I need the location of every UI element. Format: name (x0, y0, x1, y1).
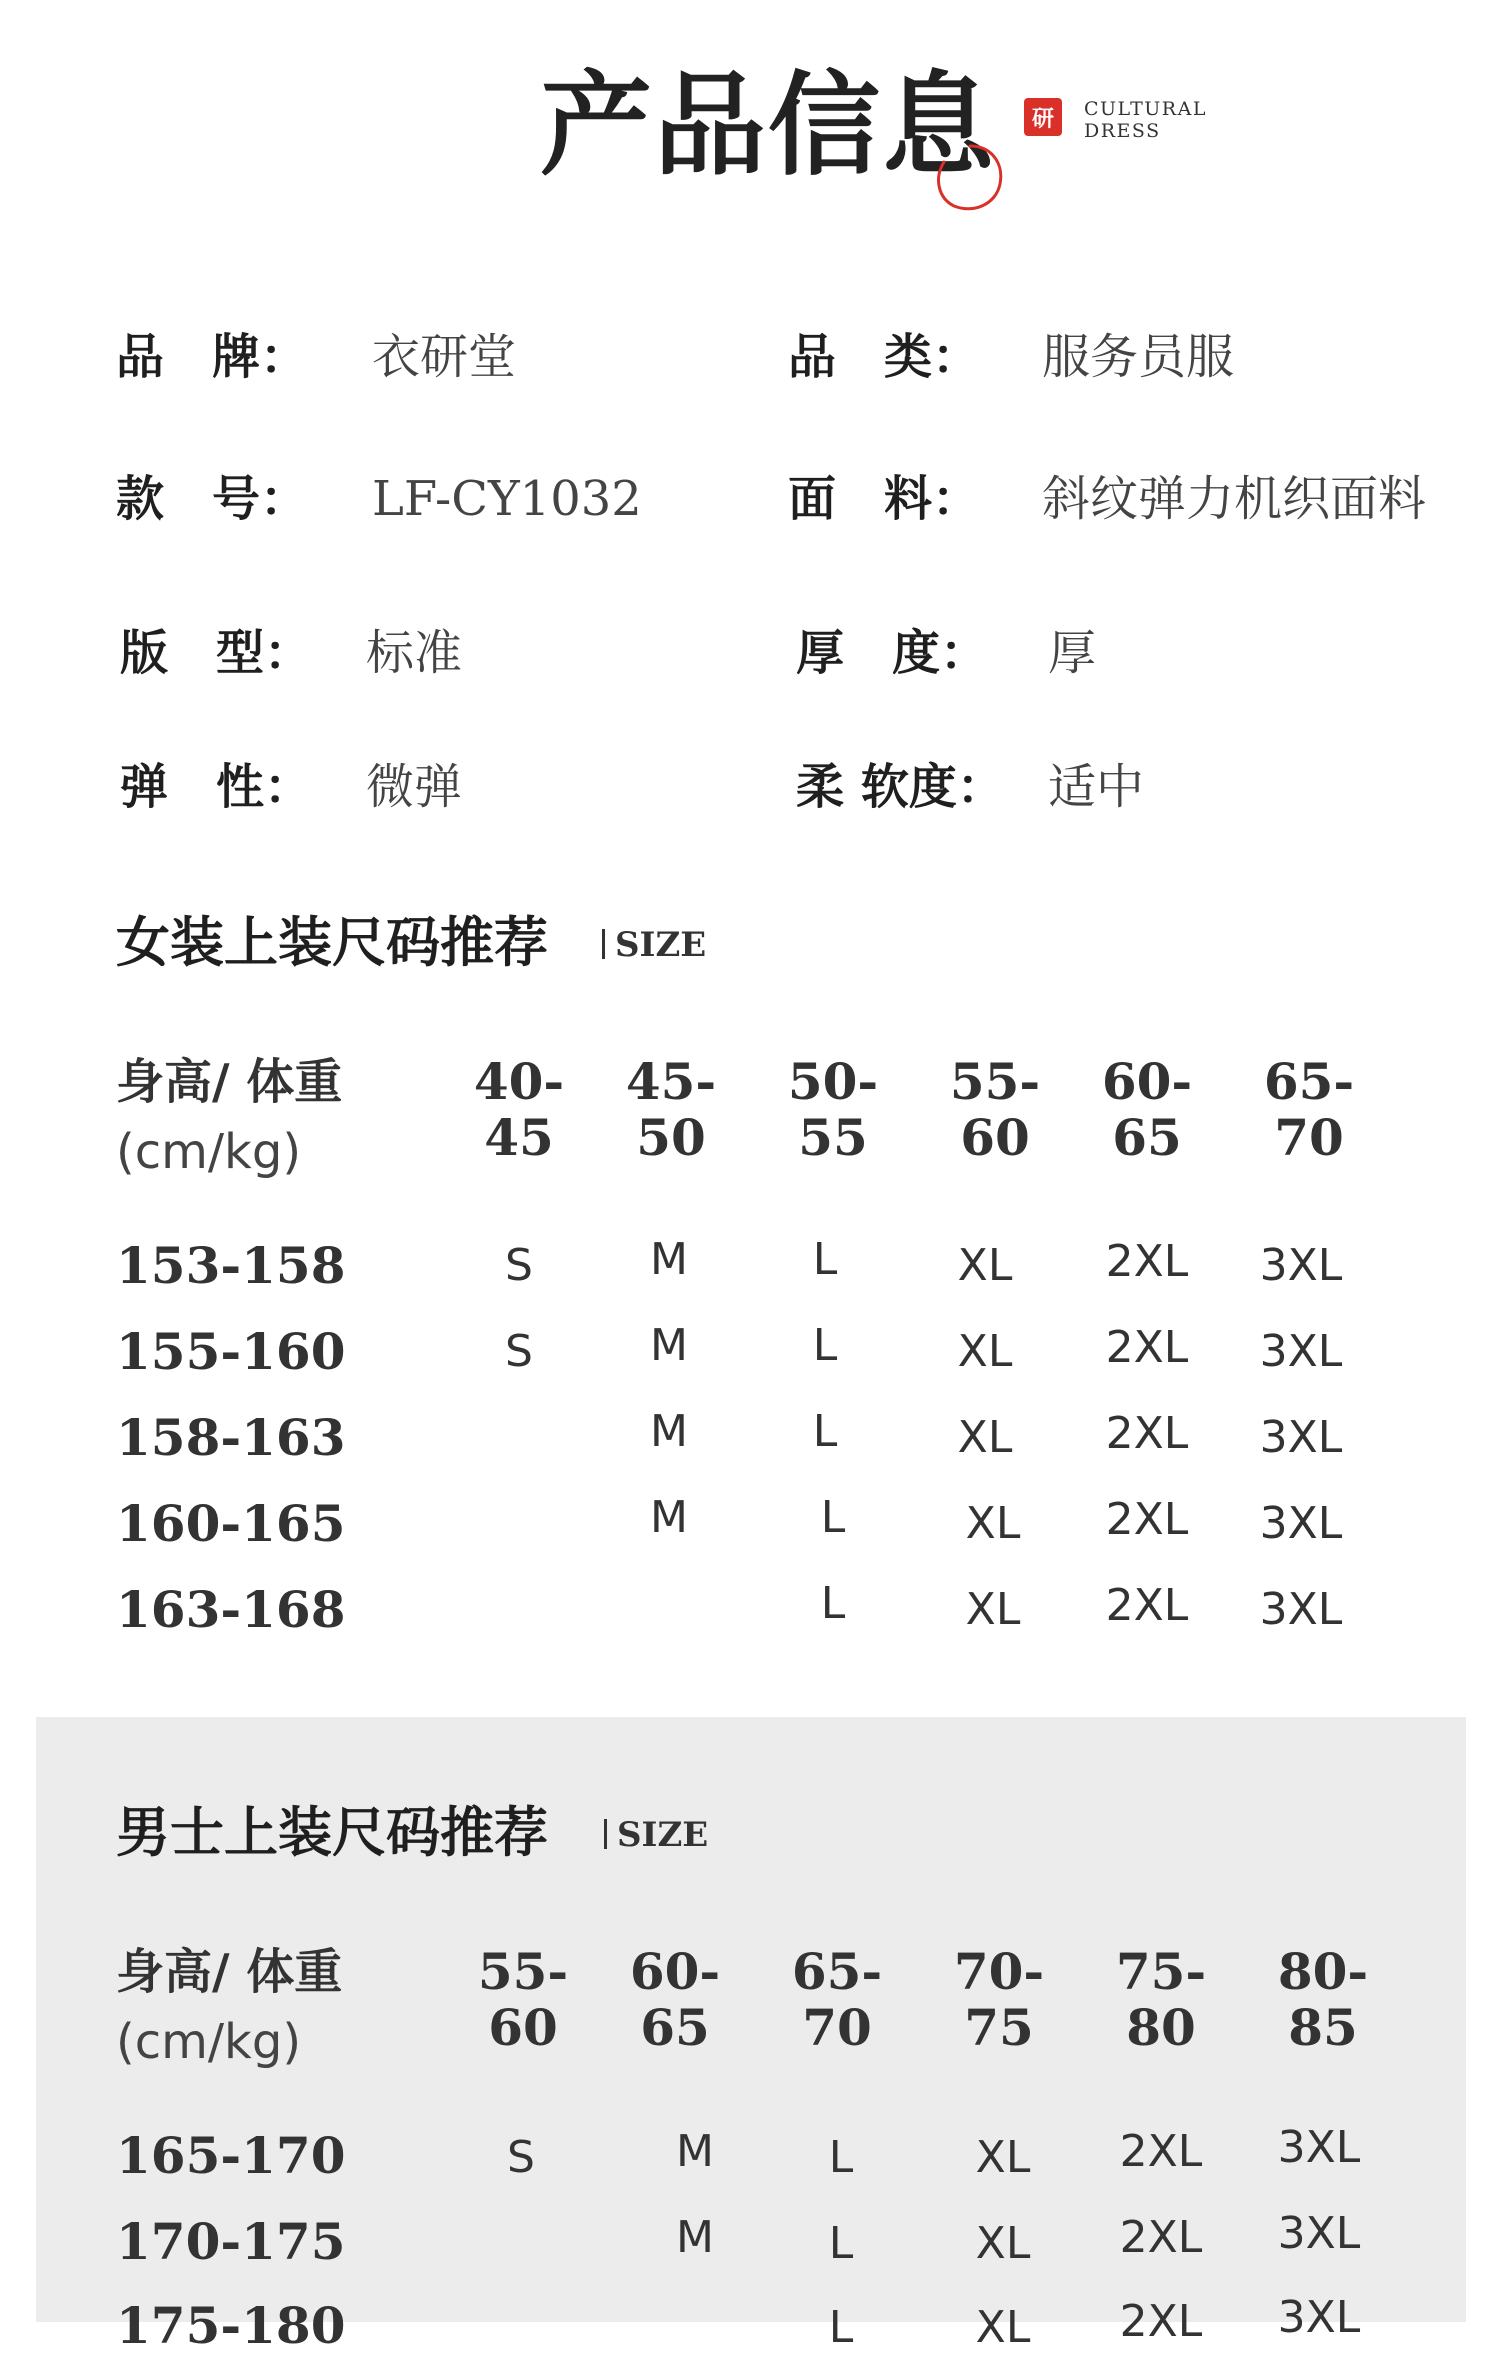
page-title: 产品信息 (540, 60, 996, 191)
size-cell: L (820, 1492, 846, 1543)
women-row-height: 155-160 (116, 1322, 346, 1381)
women-header-unit: (cm/kg) (116, 1124, 302, 1180)
size-cell: L (828, 2132, 854, 2183)
brand-value: 衣研堂 (372, 329, 517, 385)
logo-wordmark (1084, 98, 1207, 142)
info-row-brand (0, 322, 1500, 392)
size-cell: 3XL (1277, 2122, 1361, 2173)
women-row-height: 158-163 (116, 1408, 346, 1467)
men-col-header: 65-70 (791, 1942, 883, 2057)
size-cell: XL (975, 2218, 1031, 2269)
elasticity-label: 弹 性： (120, 759, 313, 815)
women-size-tag (602, 910, 706, 980)
softness-value: 适中 (1048, 759, 1145, 815)
size-cell: M (650, 1492, 688, 1543)
women-row-height: 163-168 (116, 1580, 346, 1639)
size-cell: S (505, 1240, 533, 1291)
women-header-label: 身高/ 体重 (116, 1054, 343, 1110)
fit-value: 标准 (366, 625, 463, 681)
men-col-header: 70-75 (953, 1942, 1045, 2057)
men-size-tag-text: SIZE (617, 1815, 709, 1855)
size-cell: 2XL (1105, 1580, 1189, 1631)
size-cell: 2XL (1105, 1408, 1189, 1459)
category-label: 品 类： (788, 329, 981, 385)
men-row-height: 175-180 (116, 2296, 346, 2355)
size-cell: 3XL (1259, 1412, 1343, 1463)
size-cell: XL (975, 2132, 1031, 2183)
size-cell: 3XL (1259, 1498, 1343, 1549)
brush-circle-decoration (930, 140, 1010, 220)
size-cell: 2XL (1119, 2296, 1203, 2347)
men-col-header: 60-65 (629, 1942, 721, 2057)
thickness-label: 厚 度： (796, 625, 989, 681)
size-cell: XL (975, 2302, 1031, 2353)
size-cell: S (505, 1326, 533, 1377)
size-cell: 2XL (1105, 1236, 1189, 1287)
women-col-header: 60-65 (1101, 1052, 1193, 1167)
women-col-header: 65-70 (1263, 1052, 1355, 1167)
men-section-title: 男士上装尺码推荐 (116, 1800, 548, 1864)
size-cell: XL (957, 1240, 1013, 1291)
men-header-label: 身高/ 体重 (116, 1944, 343, 2000)
size-cell: M (650, 1234, 688, 1285)
elasticity-value: 微弹 (366, 759, 463, 815)
size-cell: M (650, 1320, 688, 1371)
size-cell: 3XL (1277, 2292, 1361, 2343)
brand-label: 品 牌： (116, 329, 309, 385)
page-header (0, 60, 1500, 220)
size-cell: L (812, 1406, 838, 1457)
men-col-header: 75-80 (1115, 1942, 1207, 2057)
size-cell: L (828, 2218, 854, 2269)
women-col-header: 40-45 (473, 1052, 565, 1167)
size-cell: S (507, 2132, 535, 2183)
men-col-header: 55-60 (477, 1942, 569, 2057)
size-cell: M (676, 2126, 714, 2177)
size-cell: 3XL (1259, 1240, 1343, 1291)
info-row-fit (0, 618, 1500, 688)
size-cell: 3XL (1259, 1326, 1343, 1377)
women-row-height: 153-158 (116, 1236, 346, 1295)
size-cell: 3XL (1277, 2208, 1361, 2259)
men-row-height: 165-170 (116, 2126, 346, 2185)
softness-label: 柔 软度： (796, 759, 1005, 815)
men-size-tag (604, 1800, 708, 1870)
women-size-tag-text: SIZE (615, 925, 707, 965)
size-cell: 3XL (1259, 1584, 1343, 1635)
thickness-value: 厚 (1048, 625, 1097, 681)
men-header-unit: (cm/kg) (116, 2014, 302, 2070)
size-cell: 2XL (1119, 2126, 1203, 2177)
women-row-height: 160-165 (116, 1494, 346, 1553)
size-cell: L (820, 1578, 846, 1629)
women-col-header: 55-60 (949, 1052, 1041, 1167)
fit-label: 版 型： (120, 625, 313, 681)
size-cell: M (676, 2212, 714, 2263)
size-cell: M (650, 1406, 688, 1457)
women-section-title: 女装上装尺码推荐 (116, 910, 548, 974)
size-cell: L (828, 2302, 854, 2353)
category-value: 服务员服 (1042, 329, 1235, 385)
women-col-header: 50-55 (787, 1052, 879, 1167)
tag-divider (602, 929, 605, 959)
fabric-label: 面 料： (788, 471, 981, 527)
fabric-value: 斜纹弹力机织面料 (1042, 471, 1427, 527)
info-row-elasticity (0, 752, 1500, 822)
men-row-height: 170-175 (116, 2212, 346, 2271)
model-label: 款 号： (116, 471, 309, 527)
size-cell: 2XL (1119, 2212, 1203, 2263)
info-row-model (0, 464, 1500, 534)
size-cell: L (812, 1234, 838, 1285)
men-col-header: 80-85 (1277, 1942, 1369, 2057)
logo-seal-icon: 研 (1024, 98, 1062, 136)
size-cell: 2XL (1105, 1322, 1189, 1373)
tag-divider (604, 1819, 607, 1849)
size-cell: 2XL (1105, 1494, 1189, 1545)
size-cell: XL (965, 1498, 1021, 1549)
size-cell: XL (965, 1584, 1021, 1635)
model-value: LF-CY1032 (372, 471, 642, 527)
logo-line-1: CULTURAL (1084, 98, 1207, 120)
logo-line-2: DRESS (1084, 120, 1161, 142)
size-cell: XL (957, 1412, 1013, 1463)
size-cell: XL (957, 1326, 1013, 1377)
women-col-header: 45-50 (625, 1052, 717, 1167)
size-cell: L (812, 1320, 838, 1371)
